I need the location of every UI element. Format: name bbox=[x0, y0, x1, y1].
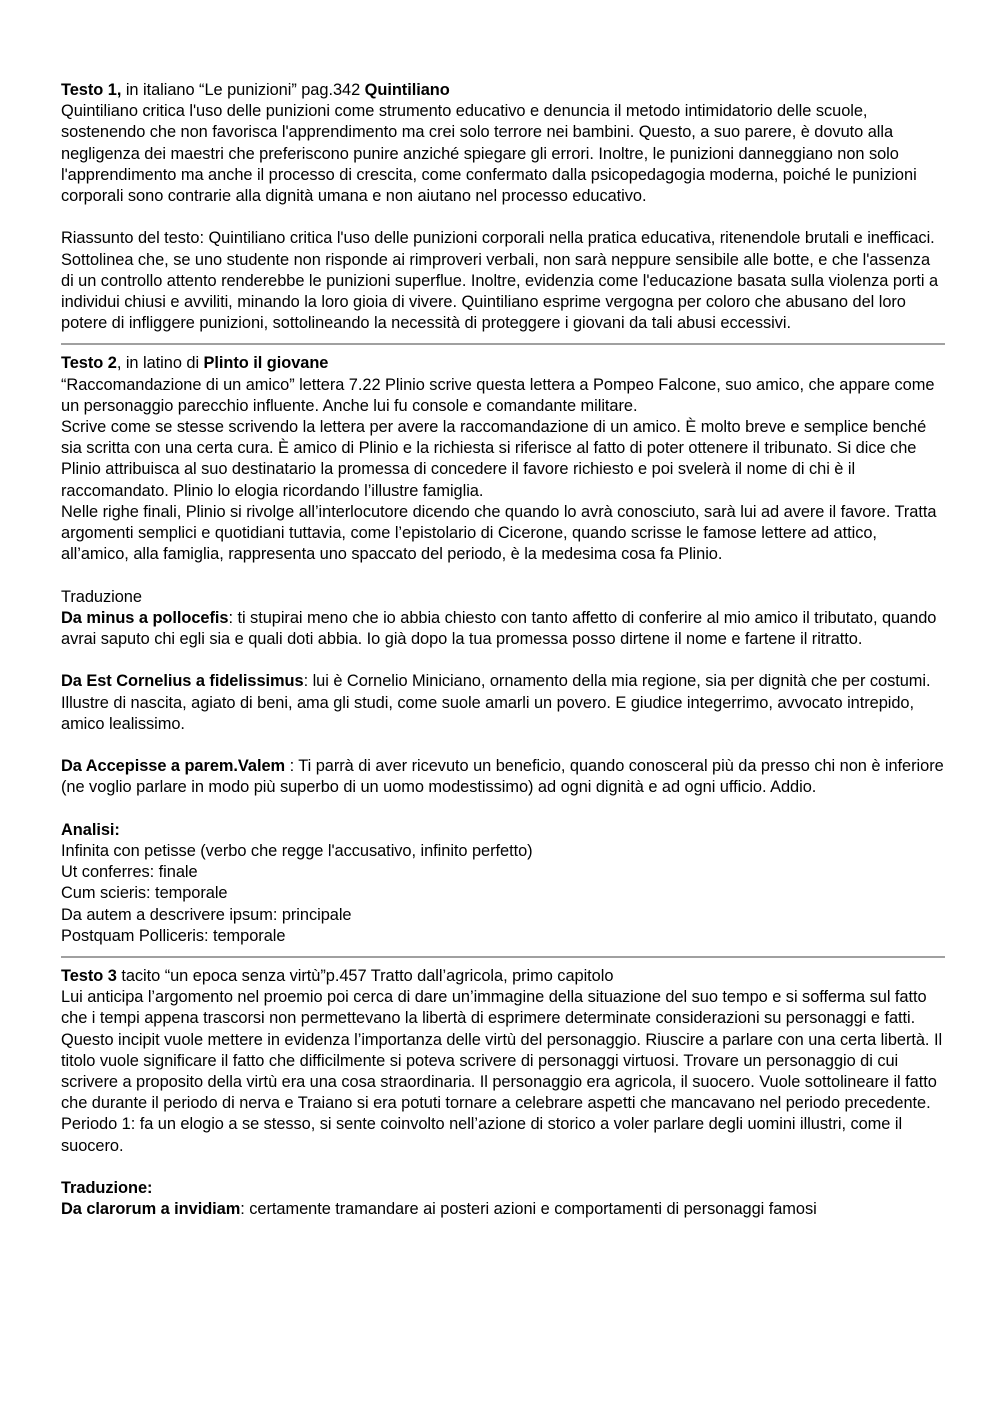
testo3-traduzione-1 bbox=[61, 1199, 945, 1220]
traduzione-1-range: Da minus a pollocefis bbox=[61, 608, 229, 627]
testo2-traduzione-1 bbox=[61, 608, 945, 650]
traduzione-3-range: Da Accepisse a parem.Valem bbox=[61, 757, 286, 776]
traduzione-heading: Traduzione: bbox=[61, 1179, 153, 1198]
testo2-header bbox=[61, 353, 945, 374]
traduzione-2-text: : lui è Cornelio Miniciano, ornamento della mia regione, sia per dignità che per costumi. Illustre di nascita, agiato di beni, ama gli studi, come suole amarli un povero. E giudice integerrimo, avvocato intrepido, amico lealissimo. bbox=[61, 672, 931, 733]
analisi-heading: Analisi: bbox=[61, 820, 120, 839]
testo1-subtitle: in italiano “Le punizioni” pag.342 bbox=[121, 81, 365, 99]
testo2-subtitle: , in latino di bbox=[116, 354, 204, 373]
testo2-title: Testo 2 bbox=[61, 354, 117, 373]
testo2-traduzione-label: Traduzione bbox=[61, 587, 142, 606]
analisi-item: Infinita con petisse (verbo che regge l'accusativo, infinito perfetto) bbox=[61, 842, 533, 861]
testo2-traduzione-2 bbox=[61, 671, 945, 735]
testo2-paragraph-2: Scrive come se stesse scrivendo la lettera per avere la raccomandazione di un amico. È molto breve e semplice benché sia scritta con una certa cura. È amico di Plinio e la richiesta si riferisce al fatto di poter ottenere il tribunato. Si dice che Plinio attribuisca al suo destinatario la promessa di concedere il favore richiesto e poi svelerà il nome di chi è il raccomandato. Plinio lo elogia ricordando l’illustre famiglia. bbox=[61, 418, 927, 500]
testo1-author: Quintiliano bbox=[364, 81, 450, 99]
analisi-item: Da autem a descrivere ipsum: principale bbox=[61, 905, 352, 924]
testo3-paragraph-1: Lui anticipa l’argomento nel proemio poi cerca di dare un’immagine della situazione del suo tempo e si sofferma sul fatto che i tempi appena trascorsi non permettevano la libertà di esprimere determinate considerazioni su personaggi e fatti. Questo incipit vuole mettere in evidenza l’importanza delle virtù del personaggio. Riuscire a parlare con una certa libertà. Il titolo vuole significare il fatto che difficilmente si poteva scrivere di personaggi virtuosi. Trovare un personaggio di cui scrivere a proposito della virtù era una cosa straordinaria. Il personaggio era agricola, il suocero. Vuole sottolineare il fatto che durante il periodo di nerva e Traiano si era potuti tornare a celebrare aspetti che mancavano nel periodo precedente. bbox=[61, 988, 943, 1113]
analisi-item: Ut conferres: finale bbox=[61, 863, 198, 882]
testo1-header bbox=[61, 80, 945, 101]
testo3-subtitle: tacito “un epoca senza virtù”p.457 Tratto dall’agricola, primo capitolo bbox=[116, 967, 614, 986]
testo3-traduzione-1-range: Da clarorum a invidiam bbox=[61, 1200, 241, 1219]
testo3-traduzione-label bbox=[61, 1178, 945, 1199]
document-page bbox=[61, 80, 945, 1220]
testo2-traduzione-3 bbox=[61, 756, 945, 798]
testo3-traduzione-1-text: : certamente tramandare ai posteri azioni e comportamenti di personaggi famosi bbox=[240, 1200, 817, 1219]
testo1-title: Testo 1, bbox=[61, 81, 122, 99]
analisi-item: Postquam Polliceris: temporale bbox=[61, 926, 286, 945]
testo2-author: Plinto il giovane bbox=[203, 354, 329, 373]
analisi-item: Cum scieris: temporale bbox=[61, 884, 228, 903]
section-divider bbox=[61, 956, 945, 958]
traduzione-2-range: Da Est Cornelius a fidelissimus bbox=[61, 672, 304, 691]
testo3-paragraph-2: Periodo 1: fa un elogio a se stesso, si sente coinvolto nell’azione di storico a voler parlare degli uomini illustri, come il suocero. bbox=[61, 1115, 903, 1155]
traduzione-3-text: : Ti parrà di aver ricevuto un beneficio, quando conosceral più da presso chi non è inferiore (ne voglio parlare in modo più superbo di un uomo modestissimo) ad ogni dignità e ad ogni ufficio. Addio. bbox=[61, 757, 944, 797]
testo2-paragraph-1: “Raccomandazione di un amico” lettera 7.22 Plinio scrive questa lettera a Pompeo Falcone, suo amico, che appare come un personaggio parecchio influente. Anche lui fu console e comandante militare. bbox=[61, 375, 935, 415]
testo1-paragraph-2: Riassunto del testo: Quintiliano critica l'uso delle punizioni corporali nella pratica educativa, ritenendole brutali e inefficaci. Sottolinea che, se uno studente non risponde ai rimproveri verbali, non sarà neppure sensibile alle botte, e che l'assenza di un controllo attento renderebbe le punizioni superflue. Inoltre, evidenzia come l'educazione basata sulla violenza porti a individui chiusi e avviliti, minando la loro gioia di vivere. Quintiliano esprime vergogna per coloro che abusano del loro potere di infliggere punizioni, sottolineando la necessità di proteggere i giovani da tali abusi eccessivi. bbox=[61, 229, 939, 333]
traduzione-1-text: : ti stupirai meno che io abbia chiesto con tanto affetto di conferire al mio amico il tributato, quando avrai saputo chi egli sia e quali doti abbia. Io già dopo la tua promessa posso dirtene il nome e fartene il ritratto. bbox=[61, 608, 937, 649]
section-divider bbox=[61, 343, 945, 345]
testo3-title: Testo 3 bbox=[61, 967, 117, 986]
testo2-analisi-label bbox=[61, 820, 945, 841]
testo1-paragraph-1: Quintiliano critica l'uso delle punizioni come strumento educativo e denuncia il metodo intimidatorio delle scuole, sostenendo che non favorisca l'apprendimento ma crei solo terrore nei bambini. Questo, a suo parere, è dovuto alla negligenza dei maestri che preferiscono punire anziché spiegare gli errori. Inoltre, le punizioni danneggiano non solo l'apprendimento ma anche il processo di crescita, come confermato dalla psicopedagogia moderna, poiché le punizioni corporali sono contrarie alla dignità umana e non aiutano nel processo educativo. bbox=[61, 102, 917, 206]
testo2-paragraph-3: Nelle righe finali, Plinio si rivolge all’interlocutore dicendo che quando lo avrà conosciuto, sarà lui ad avere il favore. Tratta argomenti semplici e quotidiani tuttavia, come l’epistolario di Cicerone, quando scrisse le famose lettere ad attico, all’amico, alla famiglia, rappresenta uno spaccato del periodo, è la medesima cosa fa Plinio. bbox=[61, 502, 937, 564]
testo3-header bbox=[61, 966, 945, 987]
